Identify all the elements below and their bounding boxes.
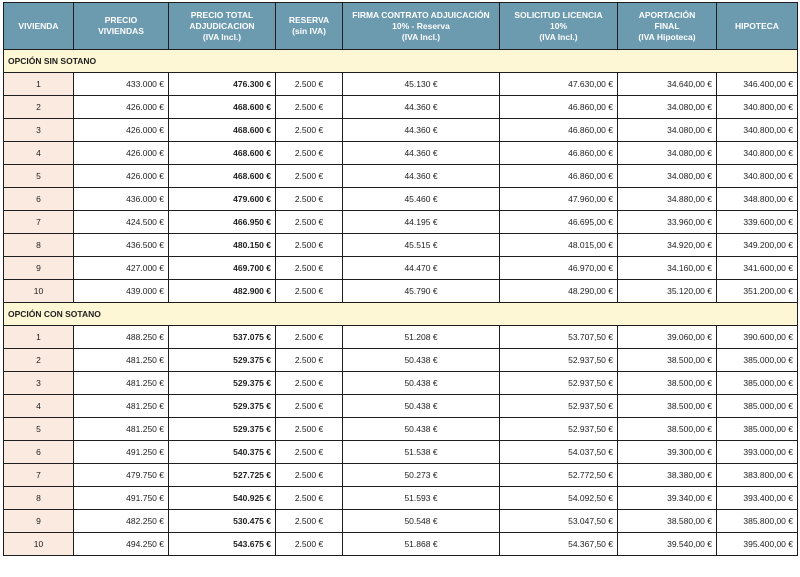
- cell-vivienda: 8: [4, 487, 74, 510]
- cell-hipoteca: 341.600,00 €: [717, 257, 798, 280]
- cell-aportacion-final: 34.920,00 €: [618, 234, 717, 257]
- cell-precio-total: 469.700 €: [169, 257, 276, 280]
- table-row: [4, 441, 798, 464]
- cell-firma-contrato: 44.360 €: [343, 165, 500, 188]
- cell-hipoteca: 385.000,00 €: [717, 372, 798, 395]
- cell-solicitud-licencia: 53.047,50 €: [500, 510, 618, 533]
- cell-precio-viviendas: 481.250 €: [74, 418, 169, 441]
- cell-firma-contrato: 51.593 €: [343, 487, 500, 510]
- cell-aportacion-final: 35.120,00 €: [618, 280, 717, 303]
- cell-aportacion-final: 38.500,00 €: [618, 372, 717, 395]
- cell-vivienda: 6: [4, 441, 74, 464]
- cell-precio-total: 476.300 €: [169, 73, 276, 96]
- header-line: 10% - Reserva: [392, 20, 450, 31]
- cell-reserva: 2.500 €: [276, 280, 343, 303]
- cell-aportacion-final: 38.500,00 €: [618, 395, 717, 418]
- cell-precio-total: 540.375 €: [169, 441, 276, 464]
- cell-reserva: 2.500 €: [276, 464, 343, 487]
- cell-firma-contrato: 44.470 €: [343, 257, 500, 280]
- cell-precio-total: 540.925 €: [169, 487, 276, 510]
- cell-precio-viviendas: 426.000 €: [74, 165, 169, 188]
- cell-precio-total: 468.600 €: [169, 142, 276, 165]
- cell-vivienda: 3: [4, 119, 74, 142]
- cell-reserva: 2.500 €: [276, 234, 343, 257]
- cell-vivienda: 5: [4, 165, 74, 188]
- cell-precio-viviendas: 433.000 €: [74, 73, 169, 96]
- cell-aportacion-final: 33.960,00 €: [618, 211, 717, 234]
- cell-firma-contrato: 45.130 €: [343, 73, 500, 96]
- cell-aportacion-final: 38.580,00 €: [618, 510, 717, 533]
- cell-precio-total: 529.375 €: [169, 418, 276, 441]
- cell-firma-contrato: 45.790 €: [343, 280, 500, 303]
- cell-reserva: 2.500 €: [276, 119, 343, 142]
- section-title: OPCIÓN CON SOTANO: [4, 303, 798, 326]
- cell-hipoteca: 385.800,00 €: [717, 510, 798, 533]
- cell-reserva: 2.500 €: [276, 96, 343, 119]
- header-hipoteca: [717, 3, 798, 50]
- section-row: [4, 50, 798, 73]
- cell-firma-contrato: 44.195 €: [343, 211, 500, 234]
- cell-precio-viviendas: 494.250 €: [74, 533, 169, 556]
- cell-firma-contrato: 50.438 €: [343, 349, 500, 372]
- cell-solicitud-licencia: 52.937,50 €: [500, 418, 618, 441]
- header-line: (IVA Incl.): [401, 31, 441, 42]
- cell-solicitud-licencia: 47.630,00 €: [500, 73, 618, 96]
- table-row: [4, 211, 798, 234]
- table-row: [4, 188, 798, 211]
- cell-hipoteca: 349.200,00 €: [717, 234, 798, 257]
- cell-vivienda: 9: [4, 510, 74, 533]
- cell-precio-total: 529.375 €: [169, 372, 276, 395]
- table-row: [4, 372, 798, 395]
- cell-hipoteca: 340.800,00 €: [717, 119, 798, 142]
- cell-vivienda: 7: [4, 464, 74, 487]
- header-line: FINAL: [654, 20, 680, 31]
- cell-firma-contrato: 44.360 €: [343, 96, 500, 119]
- cell-reserva: 2.500 €: [276, 487, 343, 510]
- cell-vivienda: 4: [4, 395, 74, 418]
- cell-hipoteca: 351.200,00 €: [717, 280, 798, 303]
- header-line: PRECIO: [104, 15, 138, 25]
- cell-solicitud-licencia: 53.707,50 €: [500, 326, 618, 349]
- cell-precio-viviendas: 482.250 €: [74, 510, 169, 533]
- cell-precio-viviendas: 481.250 €: [74, 372, 169, 395]
- cell-precio-viviendas: 491.750 €: [74, 487, 169, 510]
- header-vivienda: [4, 3, 74, 50]
- header-line: 10%: [549, 20, 567, 31]
- cell-solicitud-licencia: 52.937,50 €: [500, 372, 618, 395]
- cell-precio-viviendas: 436.000 €: [74, 188, 169, 211]
- cell-reserva: 2.500 €: [276, 510, 343, 533]
- cell-reserva: 2.500 €: [276, 372, 343, 395]
- header-aportacion-final: [618, 3, 717, 50]
- cell-solicitud-licencia: 54.037,50 €: [500, 441, 618, 464]
- header-precio-viviendas: [74, 3, 169, 50]
- cell-aportacion-final: 34.160,00 €: [618, 257, 717, 280]
- cell-solicitud-licencia: 46.970,00 €: [500, 257, 618, 280]
- header-row: [4, 3, 798, 50]
- table-row: [4, 257, 798, 280]
- cell-aportacion-final: 38.500,00 €: [618, 349, 717, 372]
- cell-solicitud-licencia: 54.092,50 €: [500, 487, 618, 510]
- header-line: (IVA Incl.): [539, 31, 578, 42]
- cell-firma-contrato: 51.538 €: [343, 441, 500, 464]
- cell-precio-total: 482.900 €: [169, 280, 276, 303]
- cell-vivienda: 10: [4, 280, 74, 303]
- cell-reserva: 2.500 €: [276, 533, 343, 556]
- cell-reserva: 2.500 €: [276, 257, 343, 280]
- cell-hipoteca: 348.800,00 €: [717, 188, 798, 211]
- cell-hipoteca: 340.800,00 €: [717, 165, 798, 188]
- cell-precio-total: 468.600 €: [169, 96, 276, 119]
- cell-vivienda: 2: [4, 349, 74, 372]
- table-row: [4, 510, 798, 533]
- cell-aportacion-final: 34.640,00 €: [618, 73, 717, 96]
- table-row: [4, 326, 798, 349]
- cell-precio-total: 527.725 €: [169, 464, 276, 487]
- cell-firma-contrato: 51.208 €: [343, 326, 500, 349]
- cell-precio-viviendas: 481.250 €: [74, 395, 169, 418]
- cell-aportacion-final: 38.380,00 €: [618, 464, 717, 487]
- table-header: [4, 3, 798, 50]
- cell-solicitud-licencia: 48.015,00 €: [500, 234, 618, 257]
- cell-firma-contrato: 50.438 €: [343, 395, 500, 418]
- header-reserva: [276, 3, 343, 50]
- cell-solicitud-licencia: 54.367,50 €: [500, 533, 618, 556]
- cell-hipoteca: 385.000,00 €: [717, 395, 798, 418]
- cell-firma-contrato: 50.273 €: [343, 464, 500, 487]
- header-line: HIPOTECA: [735, 20, 779, 31]
- cell-hipoteca: 346.400,00 €: [717, 73, 798, 96]
- cell-precio-total: 479.600 €: [169, 188, 276, 211]
- cell-precio-viviendas: 488.250 €: [74, 326, 169, 349]
- cell-precio-viviendas: 491.250 €: [74, 441, 169, 464]
- cell-firma-contrato: 50.438 €: [343, 372, 500, 395]
- section-title: OPCIÓN SIN SOTANO: [4, 50, 798, 73]
- header-line: ADJUDICACION: [189, 20, 255, 31]
- cell-firma-contrato: 50.548 €: [343, 510, 500, 533]
- cell-precio-total: 543.675 €: [169, 533, 276, 556]
- cell-firma-contrato: 44.360 €: [343, 119, 500, 142]
- header-solicitud-licencia: [500, 3, 618, 50]
- cell-vivienda: 5: [4, 418, 74, 441]
- cell-hipoteca: 340.800,00 €: [717, 96, 798, 119]
- cell-reserva: 2.500 €: [276, 349, 343, 372]
- cell-aportacion-final: 34.880,00 €: [618, 188, 717, 211]
- table-row: [4, 165, 798, 188]
- cell-vivienda: 6: [4, 188, 74, 211]
- table-row: [4, 280, 798, 303]
- cell-reserva: 2.500 €: [276, 395, 343, 418]
- cell-solicitud-licencia: 52.772,50 €: [500, 464, 618, 487]
- cell-aportacion-final: 39.540,00 €: [618, 533, 717, 556]
- cell-vivienda: 10: [4, 533, 74, 556]
- header-firma-contrato: [343, 3, 500, 50]
- table-row: [4, 487, 798, 510]
- cell-vivienda: 9: [4, 257, 74, 280]
- cell-precio-viviendas: 427.000 €: [74, 257, 169, 280]
- cell-precio-viviendas: 479.750 €: [74, 464, 169, 487]
- cell-vivienda: 7: [4, 211, 74, 234]
- header-line: (IVA Incl.): [202, 31, 242, 42]
- cell-precio-total: 466.950 €: [169, 211, 276, 234]
- cell-hipoteca: 383.800,00 €: [717, 464, 798, 487]
- cell-aportacion-final: 39.340,00 €: [618, 487, 717, 510]
- cell-precio-total: 529.375 €: [169, 395, 276, 418]
- cell-reserva: 2.500 €: [276, 142, 343, 165]
- cell-solicitud-licencia: 46.860,00 €: [500, 96, 618, 119]
- cell-reserva: 2.500 €: [276, 441, 343, 464]
- cell-solicitud-licencia: 46.695,00 €: [500, 211, 618, 234]
- cell-solicitud-licencia: 52.937,50 €: [500, 395, 618, 418]
- table-row: [4, 418, 798, 441]
- cell-precio-viviendas: 426.000 €: [74, 119, 169, 142]
- cell-reserva: 2.500 €: [276, 418, 343, 441]
- cell-precio-viviendas: 426.000 €: [74, 96, 169, 119]
- table-row: [4, 234, 798, 257]
- header-line: VIVIENDA: [18, 20, 59, 31]
- cell-aportacion-final: 34.080,00 €: [618, 96, 717, 119]
- cell-firma-contrato: 45.460 €: [343, 188, 500, 211]
- cell-reserva: 2.500 €: [276, 188, 343, 211]
- cell-firma-contrato: 51.868 €: [343, 533, 500, 556]
- header-precio-total: [169, 3, 276, 50]
- cell-vivienda: 1: [4, 326, 74, 349]
- table-row: [4, 533, 798, 556]
- header-line: FIRMA CONTRATO ADJUICACIÓN: [352, 9, 490, 20]
- cell-firma-contrato: 50.438 €: [343, 418, 500, 441]
- cell-aportacion-final: 34.080,00 €: [618, 165, 717, 188]
- price-table: [3, 2, 798, 556]
- cell-precio-viviendas: 436.500 €: [74, 234, 169, 257]
- cell-vivienda: 2: [4, 96, 74, 119]
- cell-vivienda: 8: [4, 234, 74, 257]
- header-line: (sin IVA): [292, 26, 326, 36]
- cell-solicitud-licencia: 46.860,00 €: [500, 142, 618, 165]
- cell-hipoteca: 393.000,00 €: [717, 441, 798, 464]
- header-line: SOLICITUD LICENCIA: [514, 9, 603, 20]
- cell-solicitud-licencia: 48.290,00 €: [500, 280, 618, 303]
- cell-hipoteca: 340.800,00 €: [717, 142, 798, 165]
- cell-hipoteca: 390.600,00 €: [717, 326, 798, 349]
- cell-solicitud-licencia: 52.937,50 €: [500, 349, 618, 372]
- cell-vivienda: 3: [4, 372, 74, 395]
- cell-precio-total: 537.075 €: [169, 326, 276, 349]
- cell-precio-total: 468.600 €: [169, 165, 276, 188]
- cell-precio-viviendas: 481.250 €: [74, 349, 169, 372]
- cell-reserva: 2.500 €: [276, 211, 343, 234]
- cell-firma-contrato: 44.360 €: [343, 142, 500, 165]
- cell-hipoteca: 385.000,00 €: [717, 418, 798, 441]
- cell-solicitud-licencia: 47.960,00 €: [500, 188, 618, 211]
- table-row: [4, 464, 798, 487]
- table-row: [4, 119, 798, 142]
- header-line: RESERVA: [288, 15, 330, 25]
- cell-firma-contrato: 45.515 €: [343, 234, 500, 257]
- cell-reserva: 2.500 €: [276, 73, 343, 96]
- cell-aportacion-final: 34.080,00 €: [618, 119, 717, 142]
- cell-aportacion-final: 38.500,00 €: [618, 418, 717, 441]
- cell-precio-total: 468.600 €: [169, 119, 276, 142]
- section-body: [4, 50, 798, 303]
- table-row: [4, 349, 798, 372]
- cell-hipoteca: 339.600,00 €: [717, 211, 798, 234]
- header-line: PRECIO TOTAL: [190, 9, 254, 20]
- table-row: [4, 96, 798, 119]
- cell-hipoteca: 393.400,00 €: [717, 487, 798, 510]
- table-row: [4, 142, 798, 165]
- table-row: [4, 73, 798, 96]
- cell-aportacion-final: 34.080,00 €: [618, 142, 717, 165]
- cell-precio-total: 480.150 €: [169, 234, 276, 257]
- cell-solicitud-licencia: 46.860,00 €: [500, 119, 618, 142]
- cell-precio-viviendas: 439.000 €: [74, 280, 169, 303]
- cell-vivienda: 1: [4, 73, 74, 96]
- cell-aportacion-final: 39.060,00 €: [618, 326, 717, 349]
- cell-reserva: 2.500 €: [276, 326, 343, 349]
- cell-hipoteca: 385.000,00 €: [717, 349, 798, 372]
- section-body: [4, 303, 798, 556]
- cell-precio-total: 529.375 €: [169, 349, 276, 372]
- cell-reserva: 2.500 €: [276, 165, 343, 188]
- cell-precio-viviendas: 424.500 €: [74, 211, 169, 234]
- cell-precio-total: 530.475 €: [169, 510, 276, 533]
- table-row: [4, 395, 798, 418]
- header-line: (IVA Hipoteca): [638, 31, 696, 42]
- cell-hipoteca: 395.400,00 €: [717, 533, 798, 556]
- section-row: [4, 303, 798, 326]
- header-line: VIVIENDAS: [98, 26, 144, 36]
- cell-aportacion-final: 39.300,00 €: [618, 441, 717, 464]
- cell-vivienda: 4: [4, 142, 74, 165]
- cell-solicitud-licencia: 46.860,00 €: [500, 165, 618, 188]
- cell-precio-viviendas: 426.000 €: [74, 142, 169, 165]
- header-line: APORTACIÓN: [638, 9, 696, 20]
